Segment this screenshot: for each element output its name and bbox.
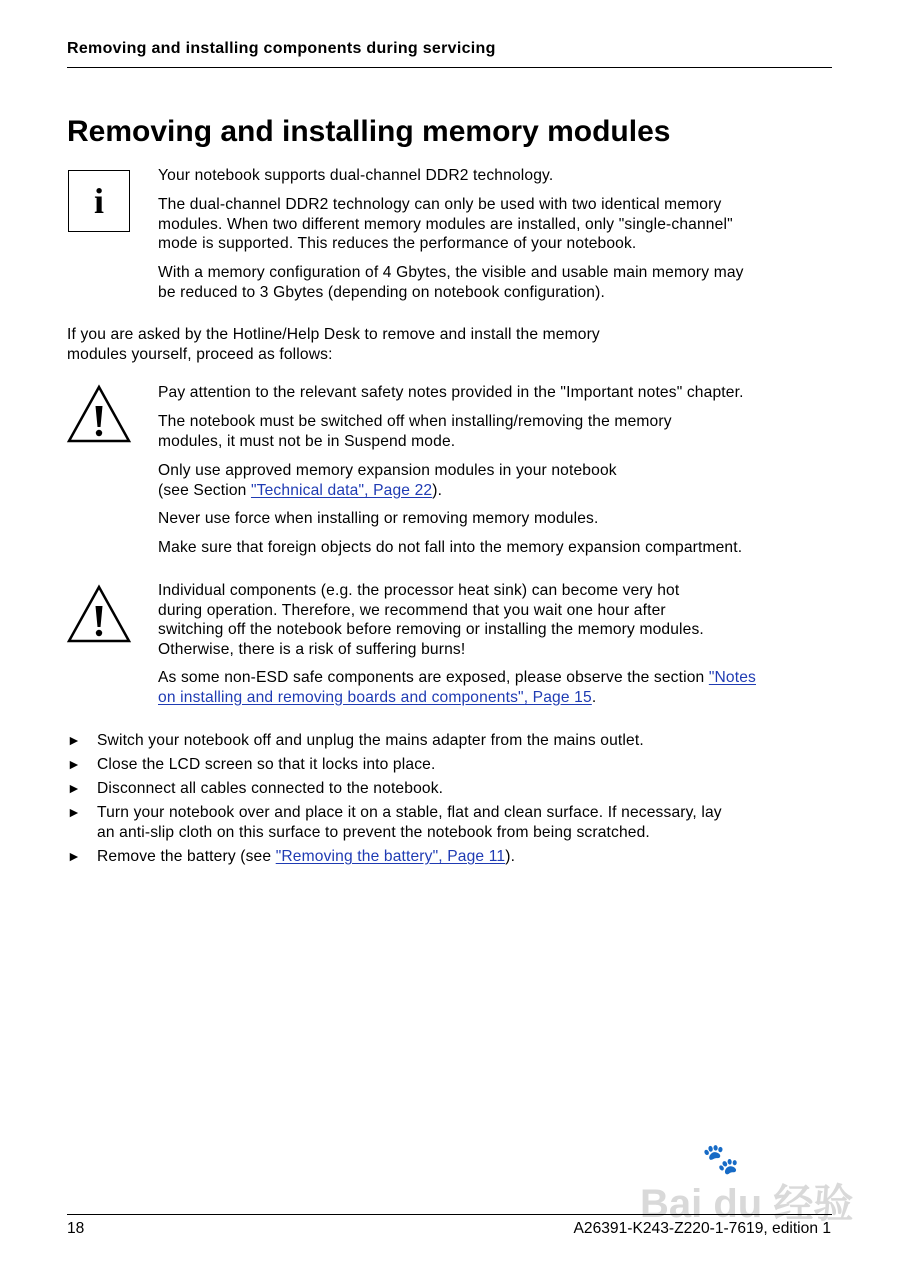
warning2-paragraph-2: As some non-ESD safe components are exposed, please observe the section "Notes on installing and removing boards and components", Page 15. <box>158 669 756 706</box>
arrow-bullet-icon: ► <box>67 756 82 772</box>
warning2-paragraph-1: Individual components (e.g. the processor heat sink) can become very hot during operation. Therefore, we recommend that you wait one hour after switching off the notebook before removing or installing the memory modules. Otherwise, there is a risk of suffering burns! <box>158 582 704 658</box>
header-rule <box>67 67 832 68</box>
arrow-bullet-icon: ► <box>67 848 82 864</box>
warning1-paragraph-4: Never use force when installing or removing memory modules. <box>158 510 599 527</box>
paw-icon: 🐾 <box>702 1143 740 1176</box>
notes-on-installing-link[interactable]: on installing and removing boards and components", Page 15 <box>158 688 592 706</box>
arrow-bullet-icon: ► <box>67 732 82 748</box>
intro-paragraph: If you are asked by the Hotline/Help Desk to remove and install the memory modules yourself, proceed as follows: <box>67 326 600 363</box>
info-paragraph-2: The dual-channel DDR2 technology can only be used with two identical memory modules. When two different memory modules are installed, only "single-channel" mode is supported. This reduces the performance of your notebook. <box>158 196 733 252</box>
arrow-bullet-icon: ► <box>67 780 82 796</box>
removing-battery-link[interactable]: "Removing the battery", Page 11 <box>275 848 506 865</box>
footer-rule <box>67 1214 832 1215</box>
info-icon: i <box>68 170 130 232</box>
warning1-paragraph-5: Make sure that foreign objects do not fall into the memory expansion compartment. <box>158 539 743 556</box>
warning-icon <box>66 584 132 644</box>
document-id: A26391-K243-Z220-1-7619, edition 1 <box>573 1220 831 1237</box>
warning1-paragraph-3: Only use approved memory expansion modules in your notebook (see Section "Technical data", Page 22). <box>158 462 617 499</box>
running-header: Removing and installing components during servicing <box>67 40 496 57</box>
page-title: Removing and installing memory modules <box>67 115 671 148</box>
arrow-bullet-icon: ► <box>67 804 82 820</box>
technical-data-link[interactable]: "Technical data", Page 22 <box>250 481 433 499</box>
info-paragraph-3: With a memory configuration of 4 Gbytes, the visible and usable main memory may be reduced to 3 Gbytes (depending on notebook configuration). <box>158 264 744 301</box>
warning-icon <box>66 384 132 444</box>
watermark-text: Bai du 经验 <box>640 1182 854 1226</box>
warning1-paragraph-2: The notebook must be switched off when installing/removing the memory modules, it must not be in Suspend mode. <box>158 413 672 450</box>
page-number: 18 <box>67 1220 85 1237</box>
warning1-paragraph-1: Pay attention to the relevant safety notes provided in the "Important notes" chapter. <box>158 384 744 401</box>
info-paragraph-1: Your notebook supports dual-channel DDR2 technology. <box>158 167 554 184</box>
baidu-watermark <box>640 1143 860 1226</box>
notes-on-installing-link[interactable]: "Notes <box>708 669 756 686</box>
